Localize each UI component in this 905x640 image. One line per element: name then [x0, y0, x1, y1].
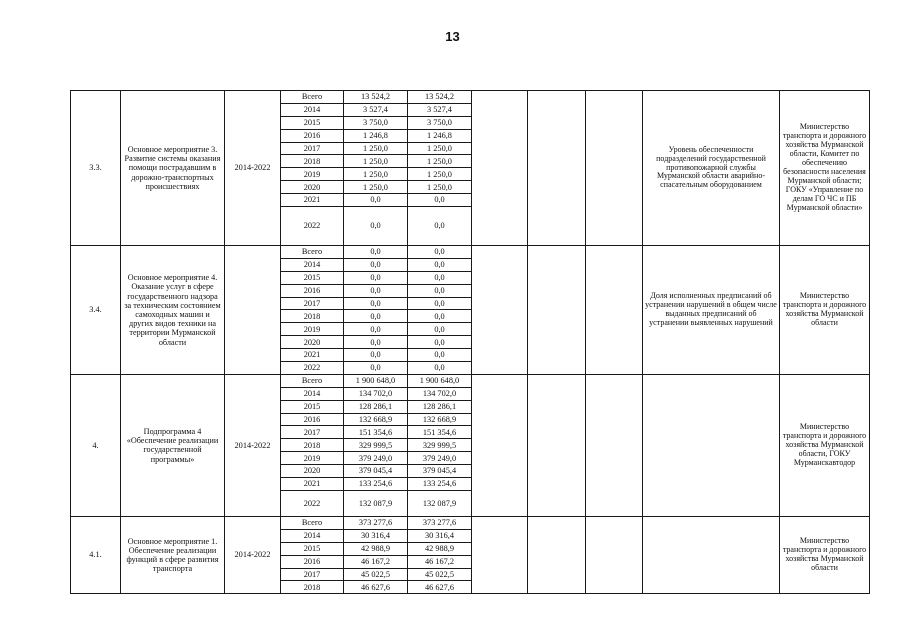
- value-regional: 30 316,4: [408, 529, 472, 542]
- value-total: 0,0: [344, 297, 408, 310]
- year-cell: 2022: [281, 490, 344, 516]
- value-regional: 3 527,4: [408, 103, 472, 116]
- year-cell: 2018: [281, 310, 344, 323]
- section-executor: Министерство транспорта и дорожного хозяйства Мурманской области: [780, 516, 870, 593]
- value-regional: 0,0: [408, 258, 472, 271]
- year-cell: 2014: [281, 529, 344, 542]
- section-number: 4.1.: [71, 516, 121, 593]
- value-regional: 128 286,1: [408, 400, 472, 413]
- value-total: 1 250,0: [344, 142, 408, 155]
- year-cell: Всего: [281, 374, 344, 387]
- year-cell: 2018: [281, 155, 344, 168]
- value-total: 132 668,9: [344, 413, 408, 426]
- value-regional: 373 277,6: [408, 516, 472, 529]
- empty-other: [586, 91, 643, 246]
- table-row: [71, 516, 870, 529]
- empty-federal: [472, 374, 528, 516]
- value-regional: 0,0: [408, 284, 472, 297]
- section-executor: Министерство транспорта и дорожного хозяйства Мурманской области, Комитет по обеспечению безопасности населения Мурманской области; ГОКУ «Управление по делам ГО ЧС и ПБ Мурманской области»: [780, 91, 870, 246]
- year-cell: Всего: [281, 516, 344, 529]
- year-cell: 2014: [281, 103, 344, 116]
- value-regional: 379 249,0: [408, 452, 472, 465]
- year-cell: 2016: [281, 129, 344, 142]
- empty-federal: [472, 91, 528, 246]
- year-cell: 2017: [281, 297, 344, 310]
- value-total: 1 250,0: [344, 155, 408, 168]
- value-total: 0,0: [344, 284, 408, 297]
- empty-federal: [472, 246, 528, 375]
- year-cell: 2015: [281, 542, 344, 555]
- year-cell: 2016: [281, 284, 344, 297]
- value-regional: 3 750,0: [408, 116, 472, 129]
- value-regional: 1 250,0: [408, 142, 472, 155]
- year-cell: 2022: [281, 207, 344, 246]
- empty-municipal: [528, 91, 586, 246]
- value-regional: 42 988,9: [408, 542, 472, 555]
- year-cell: 2016: [281, 555, 344, 568]
- value-regional: 0,0: [408, 246, 472, 259]
- value-total: 379 249,0: [344, 452, 408, 465]
- section-executor: Министерство транспорта и дорожного хозяйства Мурманской области, ГОКУ Мурманскавтодор: [780, 374, 870, 516]
- value-total: 0,0: [344, 349, 408, 362]
- value-total: 0,0: [344, 258, 408, 271]
- value-total: 30 316,4: [344, 529, 408, 542]
- empty-other: [586, 374, 643, 516]
- year-cell: 2021: [281, 194, 344, 207]
- value-regional: 0,0: [408, 336, 472, 349]
- year-cell: 2019: [281, 452, 344, 465]
- table-row: [71, 374, 870, 387]
- value-regional: 379 045,4: [408, 465, 472, 478]
- year-cell: 2019: [281, 168, 344, 181]
- empty-municipal: [528, 374, 586, 516]
- section-name: Основное мероприятие 4. Оказание услуг в сфере государственного надзора за техническим состоянием самоходных машин и других видов техники на территории Мурманской области: [121, 246, 225, 375]
- year-cell: 2020: [281, 465, 344, 478]
- year-cell: 2014: [281, 258, 344, 271]
- value-regional: 0,0: [408, 271, 472, 284]
- value-regional: 132 668,9: [408, 413, 472, 426]
- year-cell: 2017: [281, 426, 344, 439]
- year-cell: 2015: [281, 116, 344, 129]
- value-total: 151 354,6: [344, 426, 408, 439]
- year-cell: Всего: [281, 246, 344, 259]
- value-regional: 134 702,0: [408, 387, 472, 400]
- value-regional: 0,0: [408, 207, 472, 246]
- value-total: 3 527,4: [344, 103, 408, 116]
- year-cell: 2018: [281, 581, 344, 594]
- value-regional: 13 524,2: [408, 91, 472, 104]
- section-name: Основное мероприятие 1. Обеспечение реализации функций в сфере развития транспорта: [121, 516, 225, 593]
- empty-federal: [472, 516, 528, 593]
- section-period: 2014-2022: [225, 91, 281, 246]
- year-cell: 2021: [281, 478, 344, 491]
- value-total: 45 022,5: [344, 568, 408, 581]
- year-cell: 2016: [281, 413, 344, 426]
- value-regional: 132 087,9: [408, 490, 472, 516]
- section-number: 3.3.: [71, 91, 121, 246]
- empty-municipal: [528, 516, 586, 593]
- year-cell: 2020: [281, 336, 344, 349]
- year-cell: 2014: [281, 387, 344, 400]
- page-number: 13: [445, 29, 460, 44]
- value-total: 379 045,4: [344, 465, 408, 478]
- year-cell: 2018: [281, 439, 344, 452]
- section-indicator: [643, 374, 780, 516]
- value-regional: 151 354,6: [408, 426, 472, 439]
- value-total: 46 627,6: [344, 581, 408, 594]
- value-total: 0,0: [344, 310, 408, 323]
- empty-municipal: [528, 246, 586, 375]
- section-period: [225, 246, 281, 375]
- year-cell: 2017: [281, 568, 344, 581]
- value-total: 0,0: [344, 362, 408, 375]
- value-regional: 46 627,6: [408, 581, 472, 594]
- value-total: 42 988,9: [344, 542, 408, 555]
- value-regional: 45 022,5: [408, 568, 472, 581]
- value-total: 0,0: [344, 194, 408, 207]
- value-regional: 0,0: [408, 323, 472, 336]
- year-cell: 2022: [281, 362, 344, 375]
- value-regional: 0,0: [408, 194, 472, 207]
- section-indicator: Доля исполненных предписаний об устранении нарушений в общем числе выданных предписаний об устранении выявленных нарушений: [643, 246, 780, 375]
- value-total: 0,0: [344, 336, 408, 349]
- year-cell: 2020: [281, 181, 344, 194]
- value-total: 133 254,6: [344, 478, 408, 491]
- value-regional: 329 999,5: [408, 439, 472, 452]
- value-total: 134 702,0: [344, 387, 408, 400]
- value-regional: 1 250,0: [408, 155, 472, 168]
- value-regional: 1 246,8: [408, 129, 472, 142]
- table-row: [71, 246, 870, 259]
- value-regional: 133 254,6: [408, 478, 472, 491]
- value-total: 13 524,2: [344, 91, 408, 104]
- value-regional: 1 900 648,0: [408, 374, 472, 387]
- value-total: 1 250,0: [344, 181, 408, 194]
- section-indicator: Уровень обеспеченности подразделений государственной противопожарной службы Мурманской области аварийно-спасательным оборудованием: [643, 91, 780, 246]
- value-total: 132 087,9: [344, 490, 408, 516]
- value-total: 46 167,2: [344, 555, 408, 568]
- value-regional: 46 167,2: [408, 555, 472, 568]
- value-total: 329 999,5: [344, 439, 408, 452]
- section-name: Подпрограмма 4 «Обеспечение реализации государственной программы»: [121, 374, 225, 516]
- table-row: [71, 91, 870, 104]
- year-cell: 2021: [281, 349, 344, 362]
- section-number: 4.: [71, 374, 121, 516]
- value-total: 373 277,6: [344, 516, 408, 529]
- year-cell: 2015: [281, 400, 344, 413]
- value-total: 0,0: [344, 207, 408, 246]
- empty-other: [586, 246, 643, 375]
- section-number: 3.4.: [71, 246, 121, 375]
- year-cell: Всего: [281, 91, 344, 104]
- value-total: 1 250,0: [344, 168, 408, 181]
- program-table: [70, 90, 870, 594]
- value-regional: 0,0: [408, 310, 472, 323]
- year-cell: 2019: [281, 323, 344, 336]
- value-total: 128 286,1: [344, 400, 408, 413]
- value-regional: 0,0: [408, 297, 472, 310]
- year-cell: 2015: [281, 271, 344, 284]
- value-regional: 0,0: [408, 362, 472, 375]
- section-indicator: [643, 516, 780, 593]
- value-total: 1 900 648,0: [344, 374, 408, 387]
- empty-other: [586, 516, 643, 593]
- value-regional: 0,0: [408, 349, 472, 362]
- value-total: 1 246,8: [344, 129, 408, 142]
- value-regional: 1 250,0: [408, 181, 472, 194]
- section-period: 2014-2022: [225, 516, 281, 593]
- value-regional: 1 250,0: [408, 168, 472, 181]
- value-total: 0,0: [344, 246, 408, 259]
- value-total: 0,0: [344, 323, 408, 336]
- section-name: Основное мероприятие 3. Развитие системы оказания помощи пострадавшим в дорожно-транспортных происшествиях: [121, 91, 225, 246]
- value-total: 0,0: [344, 271, 408, 284]
- section-executor: Министерство транспорта и дорожного хозяйства Мурманской области: [780, 246, 870, 375]
- year-cell: 2017: [281, 142, 344, 155]
- section-period: 2014-2022: [225, 374, 281, 516]
- value-total: 3 750,0: [344, 116, 408, 129]
